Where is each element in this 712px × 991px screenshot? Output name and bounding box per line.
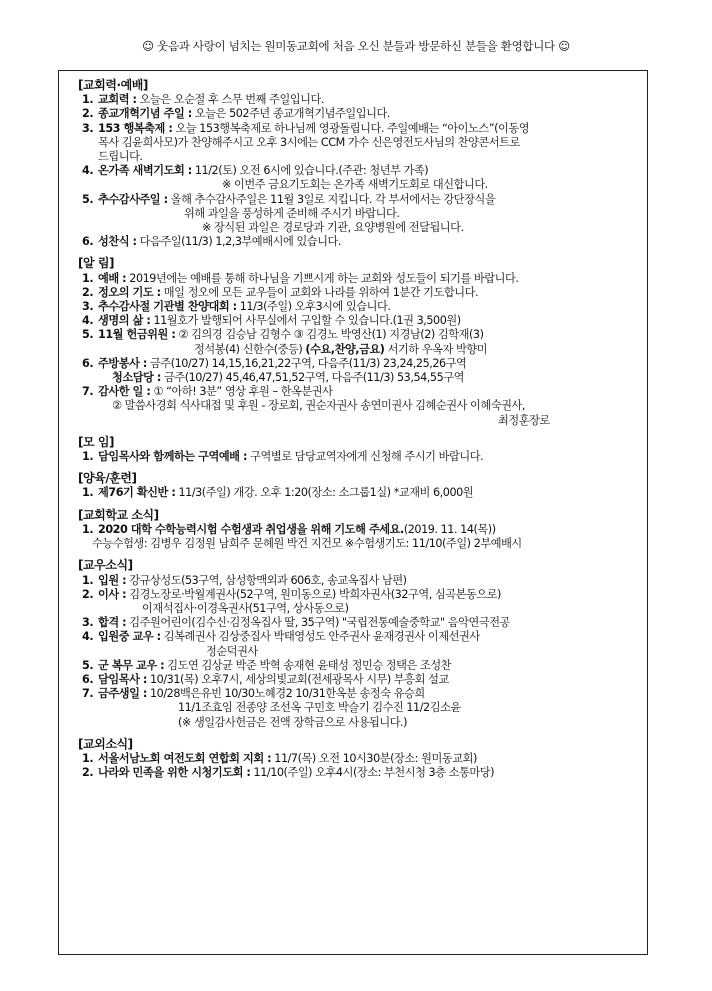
item-text: 매일 정오에 모든 교우들이 교회와 나라를 위하여 1분간 기도합니다. (160, 285, 479, 299)
list-item (78, 385, 653, 428)
item-text: 수능수험생: 김병우 김정원 남희주 문혜원 박건 지건모 ※수험생기도: 11/10(주일) 2부예배시 (92, 537, 522, 551)
item-number: 1. (82, 751, 94, 765)
item-text: 11/10(주일) 오후4시(장소: 부천시청 3층 소통마당) (250, 766, 495, 780)
list-item (78, 523, 653, 551)
list-item (78, 357, 653, 385)
section-gathering (78, 435, 653, 464)
item-label: 서울서남노회 여전도회 연합회 지회 : (98, 751, 272, 765)
list-item (78, 314, 653, 328)
item-label: 2020 대학 수학능력시험 수험생과 취업생을 위해 기도해 주세요. (98, 522, 404, 536)
list-item (78, 286, 653, 300)
item-label: 온가족 새벽기도회 : (98, 164, 192, 178)
item-number: 1. (82, 271, 94, 285)
section-title: [양육/훈련] (78, 471, 137, 486)
item-text: 10/28백은유빈 10/30노혜경2 10/31한옥분 송정숙 유승희 (146, 687, 425, 701)
item-text: 11/7(목) 오전 10시30분(장소: 원미동교회) (271, 751, 477, 765)
item-note: ※ 장식된 과일은 경로당과 기관, 요양병원에 전달됩니다. (202, 221, 464, 235)
welcome-header: ☺ 웃음과 사랑이 넘치는 원미동교회에 처음 오신 분들과 방문하신 분들을 환영합니다 ☺ (142, 39, 570, 53)
list-item (78, 193, 653, 236)
item-number: 1. (82, 93, 94, 107)
item-number: 3. (82, 616, 94, 630)
list-item (78, 272, 653, 286)
item-label: 생명의 삶 : (98, 314, 151, 328)
item-label: 금주생일 : (98, 687, 147, 701)
item-text: 정석봉(4) 신한수(중등) (194, 342, 306, 356)
item-label: 이사 : (98, 587, 127, 601)
item-label: (수요,찬양,금요) (305, 342, 385, 356)
item-text: 10/31(목) 오후7시, 세상의빛교회(전세광목사 시무) 부흥회 설교 (146, 672, 449, 686)
list-item (78, 164, 653, 192)
item-label: 정오의 기도 : (98, 285, 161, 299)
item-number: 3. (82, 121, 94, 135)
section-school (78, 508, 653, 552)
item-number: 2. (82, 766, 94, 780)
item-note: ※ 이번주 금요기도회는 온가족 새벽기도회로 대신합니다. (222, 178, 488, 192)
item-label: 추수감사주일 : (98, 192, 168, 206)
item-text: 위해 과일을 풍성하게 준비해 주시기 바랍니다. (184, 206, 400, 220)
item-note: (※ 생일감사헌금은 전액 장학금으로 사용됩니다.) (178, 715, 408, 729)
list-item (78, 122, 653, 165)
list-item (78, 235, 653, 249)
item-text: 드립니다. (98, 150, 143, 164)
item-number: 6. (82, 672, 94, 686)
item-text: 김주원어린이(김수신·김정옥집사 딸, 35구역) "국립전통예술중학교" 음악연극전공 (126, 616, 510, 630)
item-text: 김복례권사 김상중집사 박태영성도 안주권사 윤재경권사 이제선권사 (160, 630, 480, 644)
list-item (78, 687, 653, 730)
item-number: 7. (82, 385, 94, 399)
item-text: 다음주일(11/3) 1,2,3부예배시에 있습니다. (136, 235, 341, 249)
list-item (78, 328, 653, 356)
item-label: 추수감사절 기관별 찬양대회 : (98, 300, 237, 314)
section-title: [교회학교 소식] (78, 507, 159, 522)
section-training (78, 471, 653, 500)
item-text: 11/3(주일) 오후3시에 있습니다. (236, 300, 391, 314)
bulletin-content (78, 78, 653, 787)
item-number: 1. (82, 522, 94, 536)
item-text: ① “아하! 3분” 영상 후원 – 한옥분권사 (150, 385, 333, 399)
list-item (78, 93, 653, 107)
list-item (78, 752, 653, 766)
item-number: 4. (82, 164, 94, 178)
item-label: 종교개혁기념 주일 : (98, 107, 192, 121)
item-text: 구역별로 담당교역자에게 신청해 주시기 바랍니다. (247, 450, 484, 464)
item-text: 최정훈장로 (498, 413, 550, 427)
item-label: 성찬식 : (98, 235, 137, 249)
list-item (78, 107, 653, 121)
item-text: 금주(10/27) 14,15,16,21,22구역, 다음주(11/3) 23,24,25,26구역 (146, 356, 467, 370)
list-item (78, 574, 653, 588)
item-number: 5. (82, 658, 94, 672)
item-label: 청소담당 : (112, 371, 161, 385)
item-number: 2. (82, 587, 94, 601)
item-label: 주방봉사 : (98, 356, 147, 370)
item-text: 오늘은 502주년 종교개혁기념주일입니다. (191, 107, 390, 121)
item-text: 김경노장로·박월계권사(52구역, 원미동으로) 박희자권사(32구역, 심곡본동으로) (126, 587, 501, 601)
list-item (78, 630, 653, 658)
list-item (78, 673, 653, 687)
item-label: 예배 : (98, 271, 127, 285)
item-number: 3. (82, 300, 94, 314)
item-label: 담임목사 : (98, 672, 147, 686)
item-text: 목사 김윤희사모)가 찬양해주시고 오후 3시에는 CCM 가수 신은영전도사님의 찬양콘서트로 (98, 135, 520, 149)
item-text: 오늘 153행복축제로 하나님께 영광돌립니다. 주일예배는 “아이노스”(이동영 (172, 121, 530, 135)
section-title: [교우소식] (78, 558, 133, 573)
item-number: 6. (82, 356, 94, 370)
list-item (78, 659, 653, 673)
item-text: 서기하 우옥자 박향미 (384, 342, 488, 356)
list-item (78, 588, 653, 616)
item-text: 11월호가 발행되어 사무실에서 구입할 수 있습니다.(1권 3,500원) (150, 314, 461, 328)
item-label: 감사한 일 : (98, 385, 151, 399)
item-text: 정순덕권사 (206, 644, 258, 658)
item-text: ② 말씀사경회 식사대접 및 후원 - 장로회, 권순자권사 송연미권사 김혜순권사 이혜숙권사, (112, 399, 525, 413)
item-number: 1. (82, 486, 94, 500)
section-worship (78, 78, 653, 249)
item-text: (2019. 11. 14(목)) (403, 522, 496, 536)
item-number: 4. (82, 314, 94, 328)
section-members (78, 558, 653, 729)
item-number: 2. (82, 107, 94, 121)
item-text: 이재석집사·이경옥권사(51구역, 상사동으로) (142, 601, 349, 615)
list-item (78, 486, 653, 500)
item-text: 2019년에는 예배를 통해 하나님을 기쁘시게 하는 교회와 성도들이 되기를 바랍니다. (126, 271, 519, 285)
item-number: 4. (82, 630, 94, 644)
item-label: 제76기 확신반 : (98, 486, 176, 500)
list-item (78, 616, 653, 630)
item-number: 1. (82, 573, 94, 587)
item-text: 오늘은 오순절 후 스무 번째 주일입니다. (136, 93, 325, 107)
item-number: 7. (82, 687, 94, 701)
item-text: 11/3(주일) 개강. 오후 1:20(장소: 소그룹1실) *교재비 6,000원 (175, 486, 474, 500)
section-external (78, 737, 653, 781)
item-label: 153 행복축제 : (98, 121, 173, 135)
item-text: 11/1조효임 전종양 조선옥 구민호 박슬기 김수진 11/2김소윤 (178, 701, 461, 715)
item-text: 11/2(토) 오전 6시에 있습니다.(주관: 청년부 가족) (191, 164, 429, 178)
list-item (78, 766, 653, 780)
item-text: 김도연 김상균 박준 박혁 송재현 윤태성 정민승 정택은 조성찬 (164, 658, 452, 672)
item-label: 입원 : (98, 573, 127, 587)
item-text: 강규상성도(53구역, 삼성항맥외과 606호, 송교옥집사 남편) (126, 573, 407, 587)
item-number: 5. (82, 192, 94, 206)
section-notice (78, 256, 653, 427)
item-text: 금주(10/27) 45,46,47,51,52구역, 다음주(11/3) 53,54,55구역 (160, 371, 464, 385)
item-number: 6. (82, 235, 94, 249)
item-number: 1. (82, 450, 94, 464)
item-label: 교회력 : (98, 93, 137, 107)
list-item (78, 450, 653, 464)
item-label: 입원중 교우 : (98, 630, 161, 644)
section-title: [교외소식] (78, 736, 133, 751)
item-label: 11월 헌금위원 : (98, 328, 176, 342)
item-label: 나라와 민족을 위한 시청기도회 : (98, 766, 251, 780)
item-label: 군 복무 교우 : (98, 658, 165, 672)
item-label: 담임목사와 함께하는 구역예배 : (98, 450, 248, 464)
list-item (78, 300, 653, 314)
section-title: [알 림] (78, 256, 115, 271)
section-title: [모 임] (78, 434, 115, 449)
item-label: 합격 : (98, 616, 127, 630)
section-title: [교회력·예배] (78, 78, 148, 92)
item-text: ② 김의경 김승남 김형수 ③ 김경노 박영산(1) 지경남(2) 김학재(3) (175, 328, 484, 342)
item-number: 2. (82, 285, 94, 299)
item-number: 5. (82, 328, 94, 342)
item-text: 올해 추수감사주일은 11월 3일로 지킵니다. 각 부서에서는 강단장식을 (167, 192, 496, 206)
